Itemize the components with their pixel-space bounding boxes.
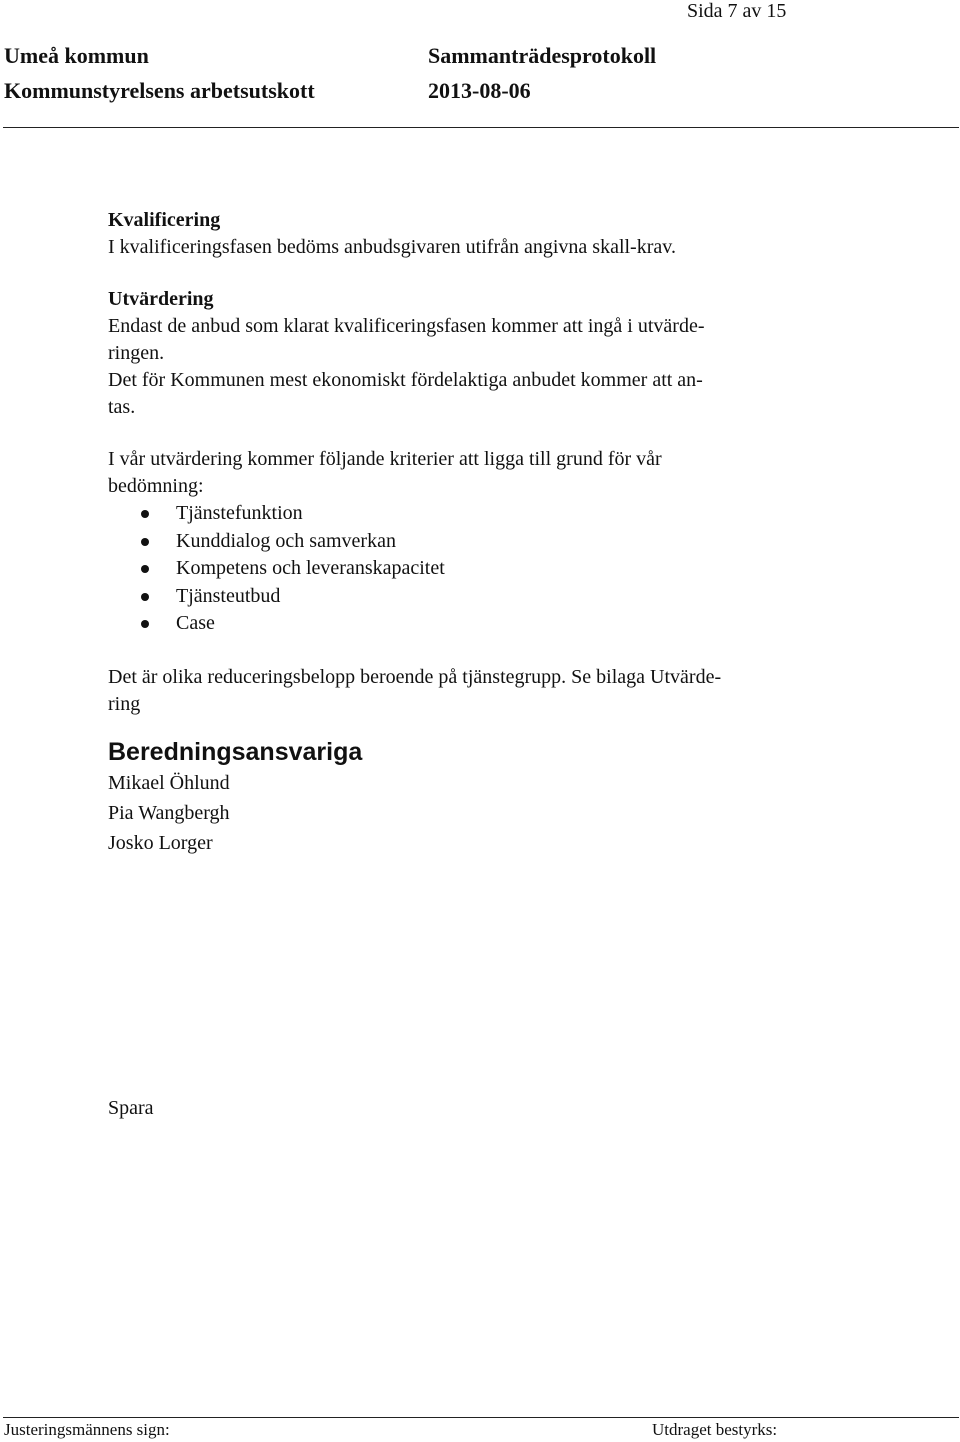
bullet-icon [141,538,149,546]
footer-signature-label: Justeringsmännens sign: [4,1420,170,1439]
bullet-icon [141,510,149,518]
criteria-item-label: Tjänstefunktion [176,502,303,524]
criteria-item [108,610,808,638]
committee-name: Kommunstyrelsens arbetsutskott [4,78,315,103]
utvardering-para1-line1: Endast de anbud som klarat kvalificeringsfasen kommer att ingå i utvärde- [108,315,705,337]
utvardering-para1-line2: ringen. [108,342,165,364]
utvardering-heading: Utvärdering [108,288,214,310]
footer-certification-label: Utdraget bestyrks: [652,1420,778,1439]
organization-name: Umeå kommun [4,43,149,68]
header-divider [3,127,959,128]
spacer [108,718,808,736]
responsible-name: Mikael Öhlund [108,771,230,794]
criteria-item-label: Kompetens och leveranskapacitet [176,557,445,579]
responsible-name: Josko Lorger [108,831,213,854]
beredning-heading: Beredningsansvariga [108,737,363,766]
criteria-item [108,528,808,556]
spacer [108,421,808,446]
responsible-name: Pia Wangbergh [108,801,230,824]
kvalificering-text: I kvalificeringsfasen bedöms anbudsgivaren utifrån angivna skall-krav. [108,236,676,258]
document-body [108,207,808,858]
criteria-item [108,583,808,611]
criteria-item-label: Tjänsteutbud [176,584,281,607]
reduction-line2: ring [108,692,141,715]
criteria-item-label: Kunddialog och samverkan [176,529,396,552]
spara-text: Spara [108,1097,154,1119]
criteria-intro-line1: I vår utvärdering kommer följande kriterier att ligga till grund för vår [108,448,662,470]
bullet-icon [141,620,149,628]
criteria-item-label: Case [176,612,215,634]
utvardering-para2-line1: Det för Kommunen mest ekonomiskt fördelaktiga anbudet kommer att an- [108,369,703,391]
meeting-date: 2013-08-06 [428,78,531,103]
criteria-intro-line2: bedömning: [108,475,204,497]
page-number: Sida 7 av 15 [687,0,787,22]
criteria-item [108,555,808,583]
criteria-item [108,500,808,528]
spacer [108,638,808,664]
kvalificering-heading: Kvalificering [108,209,221,231]
reduction-line1: Det är olika reduceringsbelopp beroende på tjänstegrupp. Se bilaga Utvärde- [108,665,722,688]
bullet-icon [141,565,149,573]
criteria-list [108,500,808,638]
beredning-names [108,768,808,858]
document-type: Sammanträdesprotokoll [428,43,657,68]
bullet-icon [141,593,149,601]
footer-divider [3,1417,959,1418]
spacer [108,261,808,286]
utvardering-para2-line2: tas. [108,396,136,418]
